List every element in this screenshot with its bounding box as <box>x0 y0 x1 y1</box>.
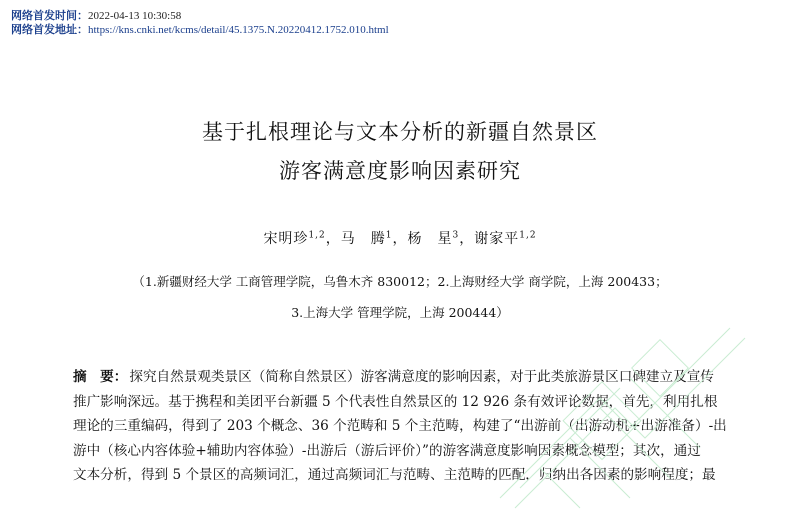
author-4 <box>474 231 536 247</box>
author-2 <box>341 231 393 247</box>
affiliation-line-2: 3.上海大学 管理学院，上海 200444） <box>291 305 509 320</box>
abstract-line-3: 理论的三重编码，得到了 203 个概念、36 个范畴和 5 个主范畴，构建了“出游前（出游动机+出游准备）-出 <box>73 418 727 434</box>
author-affiliation-marker: 1,2 <box>308 230 326 241</box>
author-affiliation-marker: 1 <box>385 230 393 241</box>
abstract-line-5: 文本分析，得到 5 个景区的高频词汇，通过高频词汇与范畴、主范畴的匹配，归纳出各因素的影响程度；最 <box>73 467 716 483</box>
publication-url-row <box>11 23 389 37</box>
author-separator: ， <box>325 231 341 247</box>
paper-title-line-1: 基于扎根理论与文本分析的新疆自然景区 <box>202 120 598 144</box>
author-name: 马 腾 <box>340 231 386 247</box>
abstract-label: 摘 要： <box>73 369 128 385</box>
publication-date-label: 网络首发时间： <box>11 9 88 22</box>
author-1 <box>263 231 325 247</box>
author-list <box>0 228 800 248</box>
publication-date-value: 2022-04-13 10:30:58 <box>88 10 182 22</box>
author-name: 宋明珍 <box>263 231 309 247</box>
abstract-line-4: 游中（核心内容体验+辅助内容体验）-出游后（游后评价）”的游客满意度影响因素概念模型；其次，通过 <box>73 442 701 459</box>
abstract-text: 探究自然景观类景区（简称自然景区）游客满意度的影响因素，对于此类旅游景区口碑建立及宣传 <box>129 369 714 385</box>
publication-date-row <box>11 9 389 23</box>
publication-url-label: 网络首发地址： <box>11 23 88 36</box>
author-separator: ， <box>392 231 408 247</box>
author-3 <box>408 231 460 247</box>
abstract-line-1 <box>73 365 733 390</box>
author-affiliation-marker: 1,2 <box>519 230 537 241</box>
author-affiliation-marker: 3 <box>452 230 460 241</box>
abstract <box>73 365 733 488</box>
abstract-line-2: 推广影响深远。基于携程和美团平台新疆 5 个代表性自然景区的 12 926 条有效评论数据，首先，利用扎根 <box>73 393 718 410</box>
paper-title-line-2: 游客满意度影响因素研究 <box>279 159 521 183</box>
author-name: 谢家平 <box>474 231 520 247</box>
author-separator: ， <box>459 231 475 247</box>
affiliation-line-1: （1.新疆财经大学 工商管理学院，乌鲁木齐 830012；2.上海财经大学 商学院，上海 200433； <box>132 274 668 289</box>
publication-info <box>11 9 389 37</box>
publication-url-link[interactable]: https://kns.cnki.net/kcms/detail/45.1375.N.20220412.1752.010.html <box>88 24 389 36</box>
author-name: 杨 星 <box>407 231 453 247</box>
